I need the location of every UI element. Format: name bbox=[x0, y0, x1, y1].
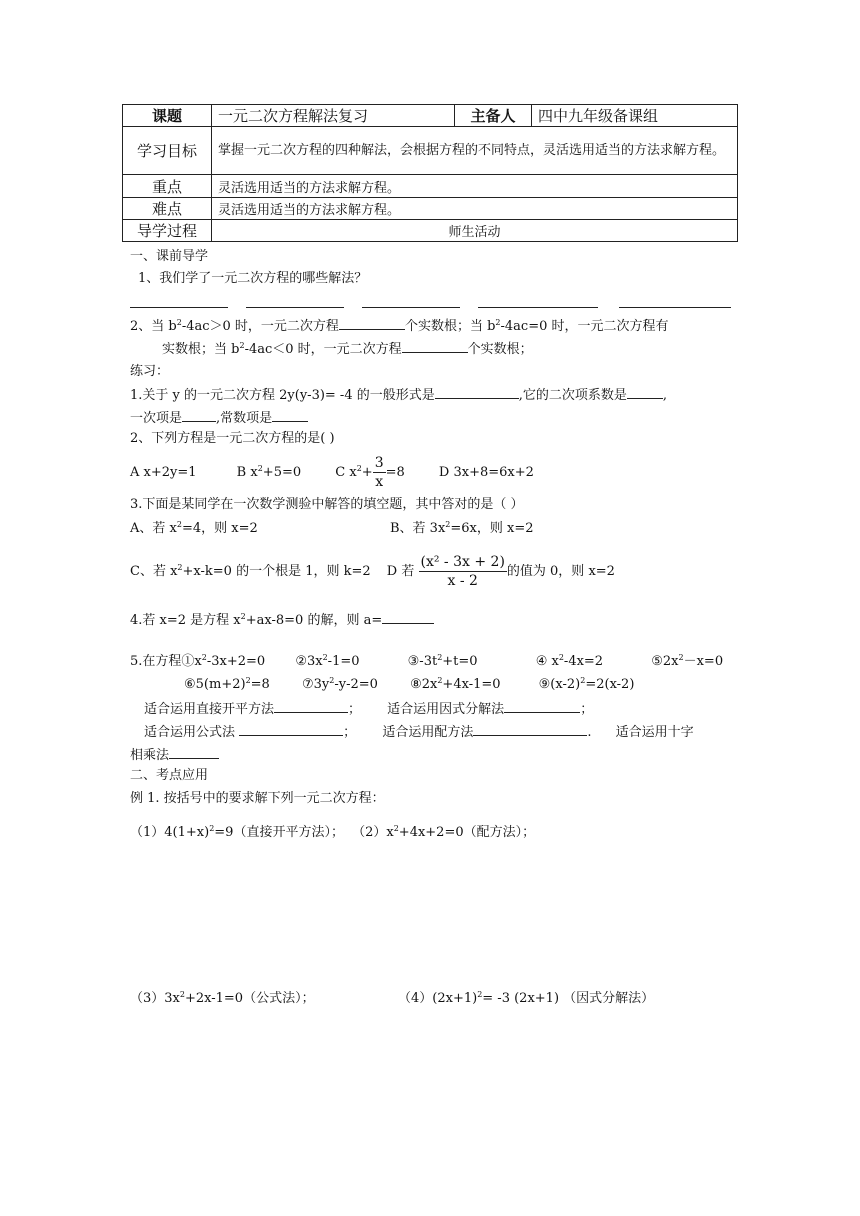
text: +5=0 bbox=[262, 465, 302, 480]
practice-5-line2 bbox=[184, 676, 634, 694]
text: ⑥5(m+2) bbox=[184, 677, 246, 692]
method-line1 bbox=[144, 699, 593, 719]
text: +4x-1=0 bbox=[442, 677, 501, 692]
answer-blank[interactable] bbox=[274, 699, 348, 713]
practice-3-option-b bbox=[390, 520, 534, 538]
text: ； bbox=[343, 725, 357, 740]
key-point-label: 重点 bbox=[123, 175, 212, 198]
question-1: 1、我们学了一元二次方程的哪些解法？ bbox=[138, 271, 368, 286]
text: ； bbox=[580, 702, 594, 717]
superscript: 2 bbox=[176, 318, 182, 327]
superscript: 2 bbox=[245, 676, 251, 685]
example-1-parts-1-2 bbox=[130, 824, 535, 842]
text: D 若 bbox=[386, 564, 415, 579]
lesson-header-table bbox=[122, 104, 738, 242]
superscript: 2 bbox=[240, 612, 246, 621]
superscript: 2 bbox=[445, 520, 451, 529]
fraction bbox=[373, 454, 386, 491]
fraction-numerator: (x² - 3x + 2) bbox=[420, 554, 505, 570]
text: C、若 x bbox=[130, 564, 178, 579]
superscript: 2 bbox=[201, 653, 207, 662]
text: , bbox=[662, 388, 668, 403]
text: 适合运用配方法 bbox=[382, 725, 474, 740]
fraction-numerator: 3 bbox=[374, 455, 384, 471]
section1-title: 一、课前导学 bbox=[130, 249, 209, 264]
process-text: 师生活动 bbox=[212, 220, 738, 242]
text: （4）(2x+1) bbox=[398, 991, 478, 1006]
text: =2(x-2) bbox=[585, 677, 635, 692]
text: . bbox=[587, 725, 592, 740]
text: 适合运用因式分解法 bbox=[387, 702, 505, 717]
option-a: A x+2y=1 bbox=[130, 465, 197, 480]
text: -y-2=0 bbox=[334, 677, 378, 692]
text: =8 bbox=[250, 677, 270, 692]
text: ⑤2x bbox=[651, 654, 679, 669]
text: A、若 x bbox=[130, 521, 177, 536]
eq-7 bbox=[302, 677, 378, 692]
eq-9 bbox=[539, 677, 635, 692]
eq-5 bbox=[651, 654, 723, 669]
topic-value: 一元二次方程解法复习 bbox=[212, 105, 455, 127]
text: + bbox=[361, 465, 373, 480]
method-line3 bbox=[130, 745, 219, 765]
example-1-part-4 bbox=[398, 990, 654, 1008]
eq-8 bbox=[410, 677, 500, 692]
text: B x bbox=[236, 465, 258, 480]
text: =9（直接开平方法）； bbox=[214, 825, 344, 840]
text: 个实数根；当 b bbox=[404, 319, 496, 334]
text: -1=0 bbox=[327, 654, 360, 669]
text: -4x=2 bbox=[563, 654, 604, 669]
answer-blank[interactable] bbox=[339, 316, 405, 330]
superscript: 2 bbox=[239, 341, 245, 350]
answer-blank[interactable] bbox=[362, 294, 460, 308]
text: =6x，则 x=2 bbox=[450, 521, 534, 536]
option-c bbox=[335, 455, 405, 490]
example-1: 例 1. 按括号中的要求解下列一元二次方程： bbox=[130, 791, 385, 806]
text: +x-k=0 的一个根是 1，则 k=2 bbox=[182, 564, 371, 579]
superscript: 2 bbox=[393, 824, 399, 833]
eq-4 bbox=[536, 654, 603, 669]
text: 的值为 0，则 x=2 bbox=[506, 564, 615, 579]
superscript: 2 bbox=[678, 653, 684, 662]
superscript: 2 bbox=[437, 653, 443, 662]
goal-text: 掌握一元二次方程的四种解法，会根据方程的不同特点，灵活选用适当的方法求解方程。 bbox=[212, 127, 738, 175]
eq-2 bbox=[295, 654, 359, 669]
answer-blank[interactable] bbox=[478, 294, 598, 308]
text: 1.关于 y 的一元二次方程 2y(y-3)= -4 的一般形式是 bbox=[130, 388, 435, 403]
practice-4 bbox=[130, 610, 434, 630]
question-2-line2 bbox=[162, 339, 533, 359]
answer-blank[interactable] bbox=[246, 294, 344, 308]
text: +2x-1=0（公式法）； bbox=[184, 991, 315, 1006]
example-1-part-3 bbox=[130, 990, 315, 1008]
answer-blank[interactable] bbox=[435, 385, 519, 399]
superscript: 2 bbox=[558, 653, 564, 662]
superscript: 2 bbox=[329, 676, 335, 685]
text: 相乘法 bbox=[130, 748, 170, 763]
text: ②3x bbox=[295, 654, 323, 669]
fraction-denominator: x bbox=[375, 474, 384, 490]
text: ,常数项是 bbox=[216, 411, 273, 426]
text: +t=0 bbox=[442, 654, 478, 669]
process-label: 导学过程 bbox=[123, 220, 212, 242]
question-2-line1 bbox=[130, 316, 669, 336]
text: 5.在方程①x bbox=[130, 654, 202, 669]
text: ④ x bbox=[535, 654, 559, 669]
text: ⑧2x bbox=[410, 677, 438, 692]
text: （2）x bbox=[352, 825, 394, 840]
text: ⑨(x-2) bbox=[538, 677, 581, 692]
text: 2、当 b bbox=[130, 319, 177, 334]
text: =4，则 x=2 bbox=[181, 521, 258, 536]
practice-2-options bbox=[130, 454, 534, 490]
superscript: 2 bbox=[177, 563, 183, 572]
practice-3: 3.下面是某同学在一次数学测验中解答的填空题，其中答对的是（ ） bbox=[130, 497, 524, 512]
practice-5-line1 bbox=[130, 653, 723, 671]
eq-3 bbox=[408, 654, 478, 669]
practice-2: 2、下列方程是一元二次方程的是( ) bbox=[130, 431, 335, 446]
superscript: 2 bbox=[580, 676, 586, 685]
practice-1-line2 bbox=[130, 408, 308, 428]
option-d: D 3x+8=6x+2 bbox=[438, 465, 534, 480]
answer-blank[interactable] bbox=[382, 610, 434, 624]
answer-blank[interactable] bbox=[473, 722, 587, 736]
superscript: 2 bbox=[257, 464, 263, 473]
key-point-text: 灵活选用适当的方法求解方程。 bbox=[212, 175, 738, 198]
answer-blank[interactable] bbox=[272, 408, 308, 422]
text: 适合运用直接开平方法 bbox=[144, 702, 275, 717]
superscript: 2 bbox=[477, 990, 483, 999]
answer-blanks-row bbox=[130, 294, 731, 314]
text: -4ac＜0 时，一元二次方程 bbox=[244, 342, 402, 357]
practice-title: 练习： bbox=[130, 364, 170, 379]
text: 一次项是 bbox=[130, 411, 183, 426]
topic-label: 课题 bbox=[123, 105, 212, 127]
option-b bbox=[237, 465, 301, 480]
text: B、若 3x bbox=[390, 521, 446, 536]
text: ,它的二次项系数是 bbox=[518, 388, 627, 403]
text: －x=0 bbox=[683, 654, 724, 669]
answer-blank[interactable] bbox=[130, 294, 228, 308]
difficulty-text: 灵活选用适当的方法求解方程。 bbox=[212, 198, 738, 220]
text: -4ac=0 时，一元二次方程有 bbox=[500, 319, 669, 334]
author-label: 主备人 bbox=[455, 105, 532, 127]
superscript: 2 bbox=[437, 676, 443, 685]
answer-blank[interactable] bbox=[169, 745, 219, 759]
superscript: 2 bbox=[176, 520, 182, 529]
text: ⑦3y bbox=[301, 677, 330, 692]
fraction-denominator: x - 2 bbox=[447, 573, 478, 589]
text: C x bbox=[335, 465, 357, 480]
text: =8 bbox=[385, 465, 405, 480]
text: （3）3x bbox=[130, 991, 180, 1006]
practice-3-options-cd bbox=[130, 552, 615, 592]
practice-1-line1 bbox=[130, 385, 667, 405]
text: ； bbox=[348, 702, 362, 717]
answer-blank[interactable] bbox=[619, 294, 731, 308]
section2-title: 二、考点应用 bbox=[130, 768, 209, 783]
answer-blank[interactable] bbox=[239, 722, 343, 736]
text: +4x+2=0（配方法）； bbox=[398, 825, 536, 840]
goal-label: 学习目标 bbox=[123, 127, 212, 175]
method-line2 bbox=[144, 722, 694, 742]
text: （1）4(1+x) bbox=[130, 825, 210, 840]
superscript: 2 bbox=[209, 824, 215, 833]
superscript: 2 bbox=[322, 653, 328, 662]
difficulty-label: 难点 bbox=[123, 198, 212, 220]
text: 适合运用公式法 bbox=[144, 725, 236, 740]
answer-blank[interactable] bbox=[627, 385, 663, 399]
text: ③-3t bbox=[407, 654, 438, 669]
superscript: 2 bbox=[356, 464, 362, 473]
text: 4.若 x=2 是方程 x bbox=[130, 613, 241, 628]
text: 个实数根； bbox=[467, 342, 533, 357]
superscript: 2 bbox=[495, 318, 501, 327]
text: 实数根；当 b bbox=[162, 342, 240, 357]
text: = -3 (2x+1) （因式分解法） bbox=[482, 991, 655, 1006]
text: 适合运用十字 bbox=[615, 725, 694, 740]
answer-blank[interactable] bbox=[504, 699, 580, 713]
text: -3x+2=0 bbox=[206, 654, 266, 669]
answer-blank[interactable] bbox=[402, 339, 468, 353]
text: -4ac＞0 时，一元二次方程 bbox=[181, 319, 339, 334]
practice-3-option-a bbox=[130, 520, 258, 538]
eq-6 bbox=[184, 677, 270, 692]
superscript: 2 bbox=[179, 990, 185, 999]
answer-blank[interactable] bbox=[182, 408, 216, 422]
fraction bbox=[419, 553, 507, 590]
text: +ax-8=0 的解，则 a= bbox=[245, 613, 383, 628]
author-value: 四中九年级备课组 bbox=[532, 105, 738, 127]
